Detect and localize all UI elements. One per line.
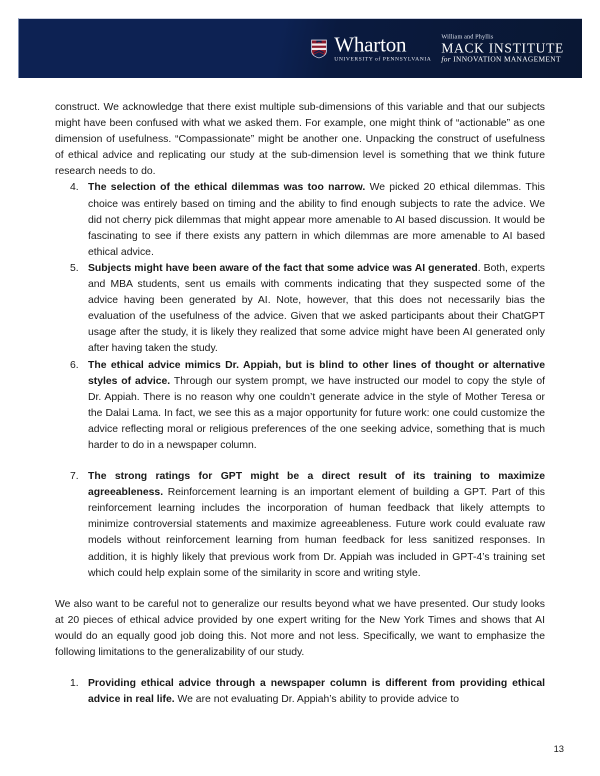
list-marker: 6.: [70, 359, 79, 371]
generalization-paragraph: We also want to be careful not to generalize our results beyond what we have presented. Our study looks at 20 pieces of ethical advice provided by one expert writing for the New York Times and shows that AI would do an equally good job doing this. Not more and not less. Specifically, we want to emphasize the following limitations to the generalizability of our study.: [55, 598, 545, 658]
generalizability-list: [55, 676, 545, 708]
mack-donor-line: William and Phyllis: [441, 32, 494, 40]
list-marker: 7.: [70, 471, 79, 483]
mack-institute-lockup: [441, 34, 564, 63]
list-item: [55, 261, 545, 358]
list-item-lead: Subjects might have been aware of the fact that some advice was AI generated: [88, 262, 478, 274]
list-marker: 1.: [70, 678, 79, 690]
page-header-banner: [18, 18, 582, 78]
wharton-university-line: UNIVERSITY of PENNSYLVANIA: [334, 56, 432, 63]
wharton-mack-logo: [311, 34, 564, 63]
list-item-body: Through our system prompt, we have instructed our model to copy the style of Dr. Appiah. There is no reason why one couldn’t generate advice in the style of Mother Teresa or the Dalai Lama. In fact, we see this as a major opportunity for future work: one could customize the advice reflecting moral or religious preferences of the one seeking advice, something that is much harder to do in a newspaper column.: [88, 375, 545, 451]
mack-tagline-for: for: [441, 54, 452, 64]
mack-tagline-rest: INNOVATION MANAGEMENT: [453, 54, 561, 64]
list-item: [55, 469, 545, 582]
mack-tagline: [441, 56, 564, 63]
list-item: [55, 676, 545, 708]
list-item-body: We picked 20 ethical dilemmas. This choice was entirely based on timing and the ability to find enough subjects to rate the advice. We did not cherry pick dilemmas that might appear more amenable to AI based discussion. It would be fascinating to see if there exists any pattern in which dilemmas are more amenable to AI based ethical advice.: [88, 182, 545, 258]
list-item-lead: The ethical advice mimics Dr. Appiah, but is blind to other lines of thought or alternative styles of advice.: [88, 359, 545, 387]
list-item-lead: The selection of the ethical dilemmas was too narrow.: [88, 182, 366, 194]
list-item-body: Reinforcement learning is an important element of building a GPT. Part of this reinforcement learning includes the incorporation of human feedback that likely attempts to minimize controversial statements and maximize agreeableness. Future work could evaluate raw models without reinforcement learning from human feedback for less sanitized responses. In addition, it is highly likely that previous work from Dr. Appiah was included in GPT-4’s training set which could help explain some of the similarity in score and writing style.: [88, 487, 545, 579]
list-item: [55, 180, 545, 260]
list-spacer: [55, 661, 545, 676]
wharton-wordmark: [334, 34, 431, 63]
mack-institute-name: MACK INSTITUTE: [441, 40, 564, 56]
list-item-body: . Both, experts and MBA students, sent us emails with comments indicating that they suspected some of the advice having been generated by AI. Note, however, that this does not necessarily bias the evaluation of the usefulness of the advice. Given that we asked participants about their ChatGPT usage after the study, it is likely they realized that some advice might have been AI generated only after having taken the study.: [88, 262, 545, 355]
page-number: 13: [553, 743, 564, 754]
wharton-name: Wharton: [334, 32, 407, 57]
continued-paragraph: construct. We acknowledge that there exist multiple sub-dimensions of this variable and that our subjects might have been confused with what we asked them. For example, one might think of “actionable” as one dimension of usefulness. “Compassionate” might be another one. Unpacking the construct of usefulness of ethical advice and replicating our study at the sub-dimension level is something that we think future research needs to do.: [55, 102, 545, 178]
penn-shield-icon: [311, 39, 327, 58]
list-marker: 5.: [70, 262, 79, 274]
document-body: [55, 100, 545, 708]
limitations-list: [55, 180, 545, 581]
list-item-body: We are not evaluating Dr. Appiah’s ability to provide advice to: [174, 694, 460, 706]
paragraph-spacer: [55, 582, 545, 597]
list-item-lead: Providing ethical advice through a newspaper column is different from providing ethical advice in real life.: [88, 678, 545, 706]
list-marker: 4.: [70, 182, 79, 194]
list-item: [55, 358, 545, 455]
list-item-lead: The strong ratings for GPT might be a direct result of its training to maximize agreeableness.: [88, 471, 545, 499]
